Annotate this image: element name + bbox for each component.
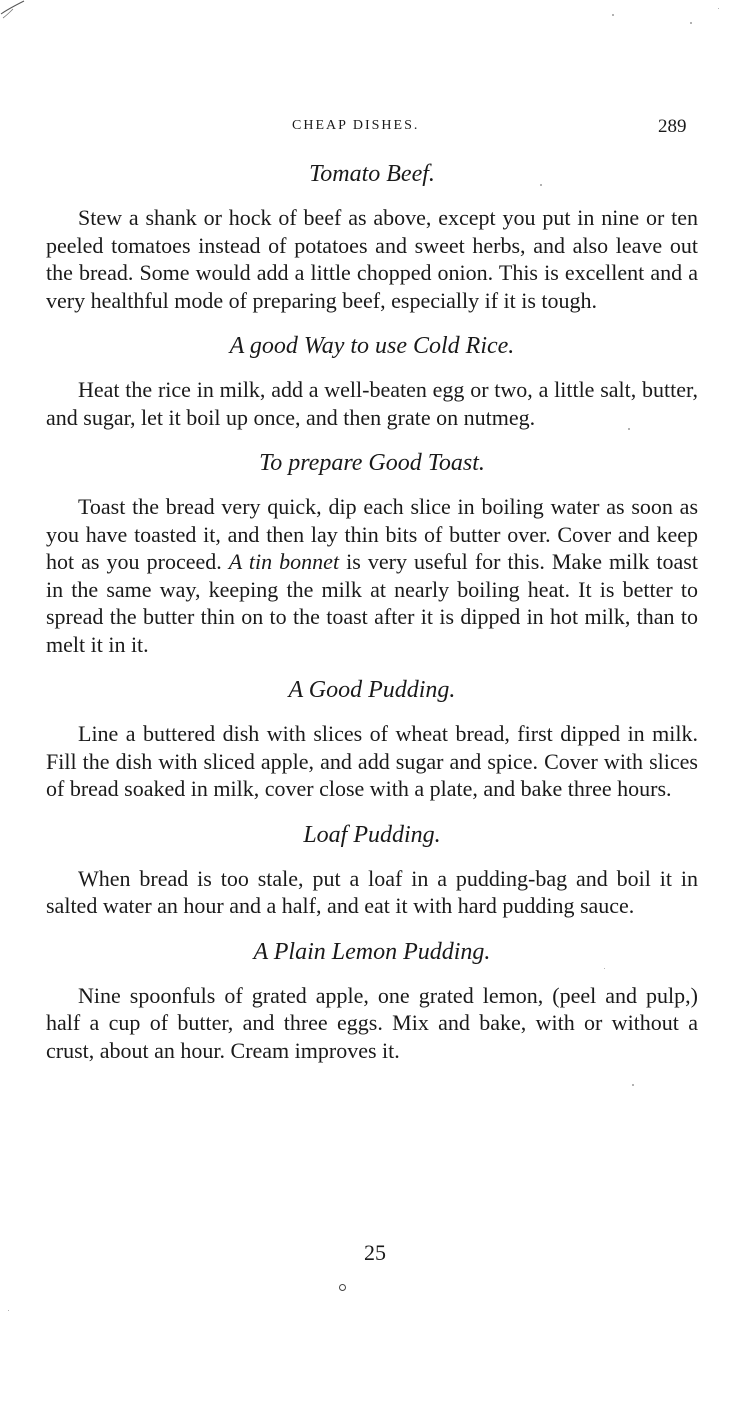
recipe-title: Tomato Beef.: [309, 161, 435, 187]
recipe-title: A Plain Lemon Pudding.: [253, 938, 491, 965]
recipe-body-part: Toast the bread very quick, dip each slice in boiling water as soon as you have toasted it, and then lay thin bits of butter over. Cover and keep hot as you proceed.: [46, 494, 698, 574]
recipe-good-pudding: [46, 674, 698, 803]
running-head: [0, 116, 750, 140]
recipe-body: Stew a shank or hock of beef as above, except you put in nine or ten peeled tomatoes instead of potatoes and sweet herbs, and also leave out the bread. Some would add a little chopped onion. This is excellent and a very healthful mode of preparing beef, especially if it is tough.: [46, 205, 698, 313]
recipe-title: A good Way to use Cold Rice.: [229, 333, 515, 359]
paper-speckle: [8, 1310, 9, 1311]
paper-speckle: [632, 1084, 634, 1086]
recipe-body-emphasis: A tin bonnet: [228, 549, 340, 574]
paper-speckle: [612, 14, 614, 16]
signature-dot: [339, 1284, 346, 1291]
recipe-body-part: is very useful for this. Make milk toast in the same way, keeping the milk at nearly boiling heat. It is better to spread the butter thin on to the toast after it is dipped in hot milk, than to melt it in it.: [46, 549, 698, 657]
recipe-body: [46, 493, 698, 658]
paper-speckle: [540, 184, 542, 186]
recipe-title: A Good Pudding.: [288, 677, 456, 703]
recipe-body: Line a buttered dish with slices of wheat bread, first dipped in milk. Fill the dish with sliced apple, and add sugar and spice. Cover with slices of bread soaked in milk, cover close with a plate, and bake three hours.: [46, 721, 698, 801]
corner-scratch-mark: [0, 0, 28, 22]
recipe-plain-lemon-pudding: [46, 936, 698, 1065]
page-number: 289: [658, 116, 687, 137]
recipe-tomato-beef: [46, 158, 698, 314]
paper-speckle: [628, 428, 630, 430]
page-content: [46, 158, 698, 1080]
recipe-good-toast: [46, 447, 698, 658]
recipe-loaf-pudding: [46, 819, 698, 920]
recipe-title: Loaf Pudding.: [303, 821, 441, 848]
recipe-body: When bread is too stale, put a loaf in a pudding-bag and boil it in salted water an hour and a half, and eat it with hard pudding sauce.: [46, 865, 698, 918]
recipe-body: Nine spoonfuls of grated apple, one grated lemon, (peel and pulp,) half a cup of butter, and three eggs. Mix and bake, with or without a crust, about an hour. Cream improves it.: [46, 982, 698, 1063]
paper-speckle: [690, 22, 692, 24]
recipe-title: To prepare Good Toast.: [259, 450, 485, 476]
signature-mark: 25: [364, 1240, 386, 1265]
paper-speckle: [718, 8, 719, 9]
paper-speckle: [604, 968, 605, 969]
recipe-body: Heat the rice in milk, add a well-beaten egg or two, a little salt, butter, and sugar, let it boil up once, and then grate on nutmeg.: [46, 377, 698, 430]
recipe-cold-rice: [46, 330, 698, 431]
running-title: CHEAP DISHES.: [292, 118, 420, 133]
